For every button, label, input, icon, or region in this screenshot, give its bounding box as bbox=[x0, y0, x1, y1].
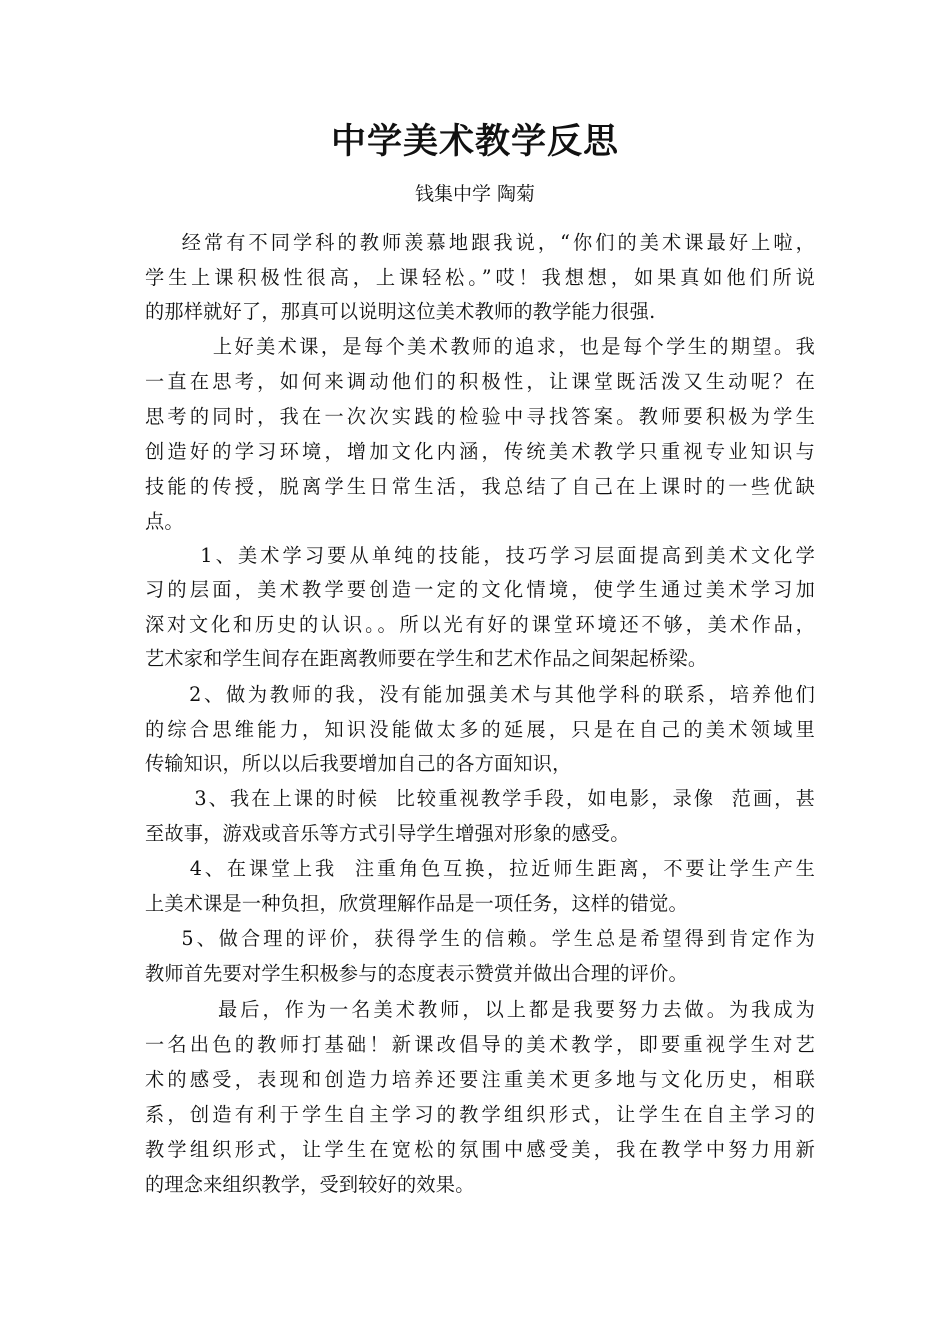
paragraph-line: 至故事，游戏或音乐等方式引导学生增强对形象的感受。 bbox=[145, 822, 630, 845]
paragraph-line: 的理念来组织教学，受到较好的效果。 bbox=[145, 1173, 475, 1196]
paragraph-line: 一名出色的教师打基础！新课改倡导的美术教学，即要重视学生对艺 bbox=[145, 1033, 815, 1056]
paragraph-line: 上美术课是一种负担，欣赏理解作品是一项任务，这样的错觉。 bbox=[145, 892, 688, 915]
paragraph-line: 技能的传授，脱离学生日常生活，我总结了自己在上课时的一些优缺 bbox=[145, 475, 815, 498]
paragraph-line: 艺术家和学生间存在距离教师要在学生和艺术作品之间架起桥梁。 bbox=[145, 647, 708, 670]
document-author: 钱集中学 陶菊 bbox=[414, 183, 536, 205]
paragraph-line: 学生上课积极性很高，上课轻松。”哎！我想想，如果真如他们所说 bbox=[145, 266, 815, 289]
paragraph-line: 2、做为教师的我，没有能加强美术与其他学科的联系，培养他们 bbox=[145, 683, 815, 706]
paragraph-line: 思考的同时，我在一次次实践的检验中寻找答案。教师要积极为学生 bbox=[145, 405, 815, 428]
paragraph-line: 传输知识，所以以后我要增加自己的各方面知识， bbox=[145, 752, 572, 775]
paragraph-line: 经常有不同学科的教师羡慕地跟我说，“你们的美术课最好上啦， bbox=[145, 231, 815, 254]
paragraph-line: 最后，作为一名美术教师，以上都是我要努力去做。为我成为 bbox=[145, 998, 815, 1021]
paragraph-line: 习的层面，美术教学要创造一定的文化情境，使学生通过美术学习加 bbox=[145, 578, 815, 601]
paragraph-line: 教学组织形式，让学生在宽松的氛围中感受美，我在教学中努力用新 bbox=[145, 1138, 815, 1161]
paragraph-line: 系，创造有利于学生自主学习的教学组织形式，让学生在自主学习的 bbox=[145, 1103, 815, 1126]
paragraph-line: 点。 bbox=[145, 510, 184, 533]
paragraph-line: 的综合思维能力，知识没能做太多的延展，只是在自己的美术领域里 bbox=[145, 718, 815, 741]
paragraph-line: 4、在课堂上我 注重角色互换，拉近师生距离，不要让学生产生 bbox=[145, 857, 815, 880]
paragraph-line: 1、美术学习要从单纯的技能，技巧学习层面提高到美术文化学 bbox=[145, 544, 815, 567]
paragraph-line: 一直在思考，如何来调动他们的积极性，让课堂既活泼又生动呢？在 bbox=[145, 370, 815, 393]
paragraph-line: 上好美术课，是每个美术教师的追求，也是每个学生的期望。我 bbox=[145, 335, 815, 358]
paragraph-line: 创造好的学习环境，增加文化内涵，传统美术教学只重视专业知识与 bbox=[145, 440, 815, 463]
paragraph-line: 术的感受，表现和创造力培养还要注重美术更多地与文化历史，相联 bbox=[145, 1068, 815, 1091]
paragraph-line: 5、做合理的评价，获得学生的信赖。学生总是希望得到肯定作为 bbox=[145, 927, 815, 950]
paragraph-line: 3、我在上课的时候 比较重视教学手段，如电影，录像 范画，甚 bbox=[145, 787, 815, 810]
document-title: 中学美术教学反思 bbox=[330, 121, 619, 162]
paragraph-line: 深对文化和历史的认识。。所以光有好的课堂环境还不够，美术作品， bbox=[145, 613, 815, 636]
paragraph-line: 教师首先要对学生积极参与的态度表示赞赏并做出合理的评价。 bbox=[145, 962, 688, 985]
paragraph-line: 的那样就好了，那真可以说明这位美术教师的教学能力很强. bbox=[145, 300, 656, 323]
